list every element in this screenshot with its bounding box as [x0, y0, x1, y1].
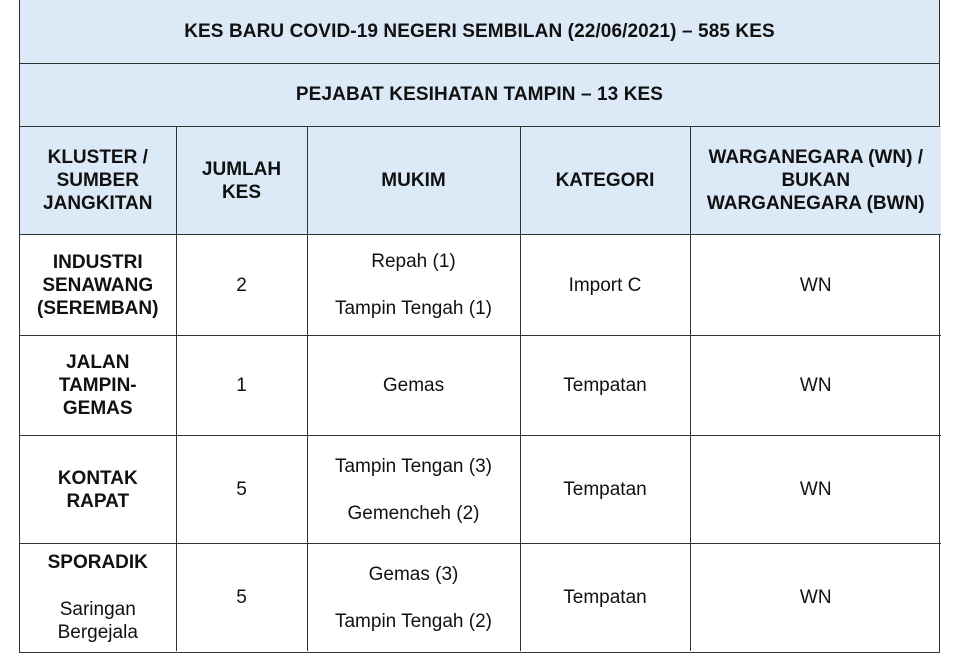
column-header-kategori: KATEGORI [520, 127, 690, 235]
mukim-cell [307, 235, 520, 336]
mukim-entry: Tampin Tengan (3) [334, 455, 493, 477]
mukim-entry: Tampin Tengah (2) [334, 610, 493, 632]
kategori-cell: Tempatan [520, 436, 690, 544]
mukim-cell [307, 436, 520, 544]
cluster-cell: INDUSTRI SENAWANG (SEREMBAN) [20, 235, 176, 336]
covid-case-table-frame [19, 0, 940, 653]
mukim-entry: Gemas (3) [368, 563, 459, 585]
kategori-cell: Import C [520, 235, 690, 336]
mukim-cell: Gemas [307, 336, 520, 436]
kategori-cell: Tempatan [520, 336, 690, 436]
case-table [20, 127, 941, 651]
mukim-entry: Repah (1) [371, 251, 456, 272]
citizenship-cell: WN [690, 336, 941, 436]
cluster-cell: KONTAK RAPAT [20, 436, 176, 544]
kategori-cell: Tempatan [520, 544, 690, 652]
cluster-sub-label: Saringan Bergejala [57, 599, 138, 643]
mukim-cell [307, 544, 520, 652]
table-row [20, 436, 941, 544]
page-subtitle: PEJABAT KESIHATAN TAMPIN – 13 KES [20, 64, 939, 127]
cases-cell: 1 [176, 336, 307, 436]
page-title: KES BARU COVID-19 NEGERI SEMBILAN (22/06/2021) – 585 KES [20, 0, 939, 64]
citizenship-cell: WN [690, 436, 941, 544]
table-row [20, 544, 941, 652]
column-header-mukim: MUKIM [307, 127, 520, 235]
table-row [20, 235, 941, 336]
column-header-cluster: KLUSTER / SUMBER JANGKITAN [20, 127, 176, 235]
mukim-entry: Gemencheh (2) [347, 502, 480, 524]
citizenship-cell: WN [690, 235, 941, 336]
cluster-cell [20, 544, 176, 652]
citizenship-cell: WN [690, 544, 941, 652]
table-header-row [20, 127, 941, 235]
cases-cell: 5 [176, 436, 307, 544]
column-header-cases: JUMLAH KES [176, 127, 307, 235]
cases-cell: 5 [176, 544, 307, 652]
mukim-entry: Tampin Tengah (1) [334, 298, 493, 319]
cases-cell: 2 [176, 235, 307, 336]
cluster-label: SPORADIK [47, 552, 148, 573]
cluster-cell: JALAN TAMPIN-GEMAS [20, 336, 176, 436]
column-header-citizenship: WARGANEGARA (WN) / BUKAN WARGANEGARA (BWN) [690, 127, 941, 235]
table-row [20, 336, 941, 436]
